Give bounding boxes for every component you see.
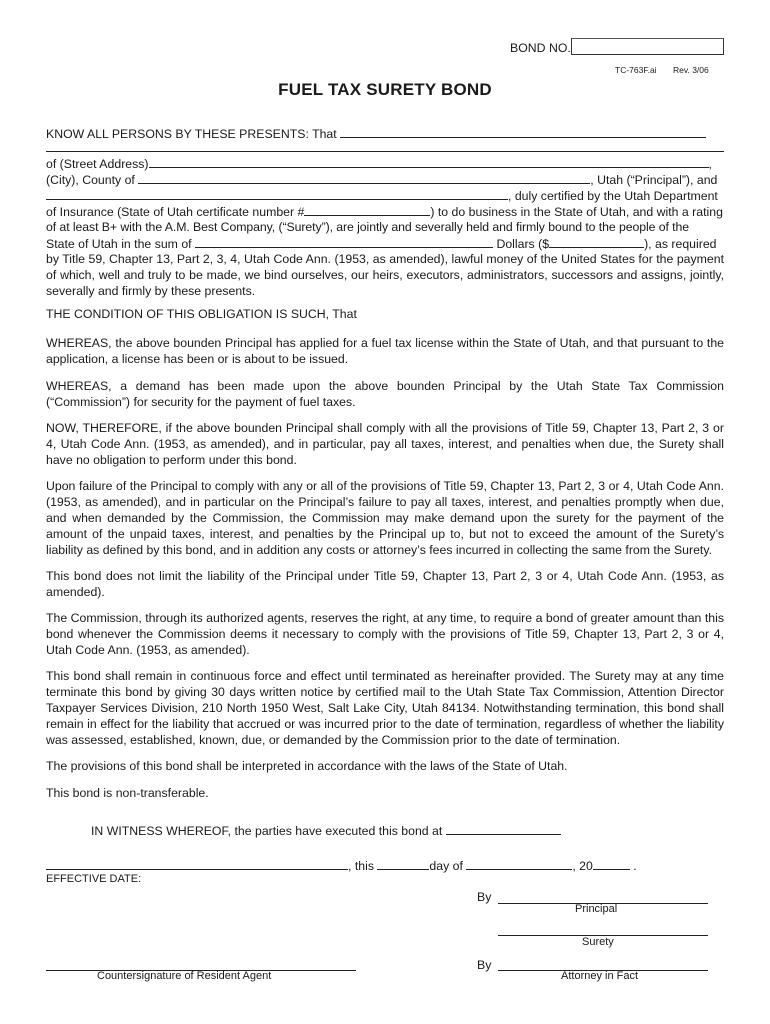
- sum-text-a: State of Utah in the sum of: [46, 237, 192, 251]
- by-attorney-label: By: [477, 958, 492, 972]
- page-title: FUEL TAX SURETY BOND: [278, 80, 492, 99]
- failure-paragraph: Upon failure of the Principal to comply with any or all of the provisions of Title 59, Chapter 13, Part 2, 3 or 4, Utah Code Ann. (1953, as amended), and in particular on the Principal’s failure to pay all taxes, interest, and penalties promptly when due, and when demanded by the Commission, the Commission may make demand upon the surety for the payment of the amount of the unpaid taxes, interest, and penalties by the Principal up to, but not to exceed the amount of the Surety’s liability as defined by this bond, and in addition any costs or attorney’s fees incurred in collecting the same from the Surety.: [46, 479, 724, 557]
- countersignature-caption: Countersignature of Resident Agent: [97, 970, 272, 982]
- city-label: (City), County of: [46, 173, 135, 187]
- year-prefix-text: , 20: [572, 859, 593, 873]
- non-transferable-paragraph: This bond is non-transferable.: [46, 786, 209, 800]
- insurance-text-b: ) to do business in the State of Utah, and with a rating: [430, 205, 723, 219]
- street-address-field[interactable]: [149, 155, 709, 168]
- sum-text-c: ), as required: [644, 237, 717, 251]
- county-field[interactable]: [138, 171, 590, 184]
- intro-rest-paragraph: by Title 59, Chapter 13, Part 2, 3, 4, Utah Code Ann. (1953, as amended), lawful money of the United States for the payment of which, well and truly to be made, we bind ourselves, our heirs, executors, administrators, successors and assigns, jointly, severally and firmly by these presents.: [46, 252, 724, 298]
- principal-caption: Principal: [575, 903, 618, 915]
- duly-certified-text: , duly certified by the Utah Department: [508, 189, 718, 203]
- street-line: [46, 155, 724, 172]
- day-of-text: day of: [429, 859, 463, 873]
- whereas-demand-paragraph: WHEREAS, a demand has been made upon the above bounden Principal by the Utah State Tax Commission (“Commission”) for security for the payment of fuel taxes.: [46, 379, 724, 409]
- surety-name-field[interactable]: [46, 187, 508, 200]
- street-comma: ,: [708, 157, 712, 171]
- date-period: .: [633, 859, 637, 873]
- now-therefore-paragraph: NOW, THEREFORE, if the above bounden Principal shall comply with all the provisions of Title 59, Chapter 13, Part 2, 3 or 4, Utah Code Ann. (1953, as amended), and in particular, pay all taxes, interest, and penalties when due, the Surety shall have no obligation to perform under this bond.: [46, 421, 724, 467]
- execution-place-field[interactable]: [46, 857, 348, 870]
- rating-line: of at least B+ with the A.M. Best Company, (“Surety”), are jointly and severally held and firmly bound to the people of the: [46, 220, 690, 234]
- surety-caption: Surety: [582, 936, 614, 948]
- whereas-application-paragraph: WHEREAS, the above bounden Principal has applied for a fuel tax license within the State of Utah, and that pursuant to the application, a license has been or is about to be issued.: [46, 336, 724, 366]
- by-principal-label: By: [477, 890, 492, 904]
- form-revision: Rev. 3/06: [673, 65, 709, 75]
- principal-name-field[interactable]: [340, 125, 706, 138]
- city-line: [46, 171, 724, 188]
- street-label: of (Street Address): [46, 157, 149, 171]
- witness-text: IN WITNESS WHEREOF, the parties have executed this bond at: [91, 824, 443, 838]
- surety-name-line: [46, 187, 724, 204]
- sum-words-field[interactable]: [195, 235, 493, 248]
- sum-text-b: Dollars ($: [496, 237, 550, 251]
- utah-principal-text: , Utah (“Principal”), and: [590, 173, 718, 187]
- effective-date-label: EFFECTIVE DATE:: [46, 873, 142, 885]
- know-all-text: KNOW ALL PERSONS BY THESE PRESENTS: That: [46, 127, 337, 141]
- termination-paragraph: This bond shall remain in continuous force and effect until terminated as hereinafter provided. The Surety may at any time terminate this bond by giving 30 days written notice by certified mail to the Utah State Tax Commission, Attention Director Taxpayer Services Division, 210 North 1950 West, Salt Lake City, Utah 84134. Notwithstanding termination, this bond shall remain in effect for the liability that accrued or was incurred prior to the date of termination, regardless of whether the liability was assessed, established, known, due, or demanded by the Commission prior to the date of termination.: [46, 669, 724, 747]
- authority-paragraph: The Commission, through its authorized agents, reserves the right, at any time, to require a bond of greater amount than this bond whenever the Commission deems it necessary to comply with the provisions of Title 59, Chapter 13, Part 2, 3 or 4, Utah Code Ann. (1953, as amended).: [46, 611, 724, 657]
- this-text: , this: [348, 859, 374, 873]
- certificate-number-field[interactable]: [304, 203, 430, 216]
- form-id: TC-763F.ai: [615, 65, 657, 75]
- know-all-line: [46, 125, 724, 142]
- witness-line: [91, 822, 691, 839]
- sum-amount-field[interactable]: [549, 235, 644, 248]
- principal-name-continuation-field[interactable]: [46, 151, 724, 152]
- bond-number-label: BOND NO.: [510, 41, 571, 55]
- insurance-line: [46, 203, 724, 220]
- month-field[interactable]: [466, 857, 572, 870]
- governing-law-paragraph: The provisions of this bond shall be interpreted in accordance with the laws of the State of Utah.: [46, 759, 568, 773]
- liability-paragraph: This bond does not limit the liability of the Principal under Title 59, Chapter 13, Part 2, 3 or 4, Utah Code Ann. (1953, as amended).: [46, 569, 724, 599]
- day-field[interactable]: [377, 857, 429, 870]
- attorney-caption: Attorney in Fact: [561, 970, 639, 982]
- insurance-text-a: of Insurance (State of Utah certificate number #: [46, 205, 305, 219]
- bond-number-input[interactable]: [571, 38, 724, 55]
- condition-heading: THE CONDITION OF THIS OBLIGATION IS SUCH, That: [46, 307, 357, 321]
- year-field[interactable]: [593, 857, 630, 870]
- execution-location-field[interactable]: [446, 822, 561, 835]
- date-line: [46, 857, 724, 874]
- sum-line: [46, 235, 724, 252]
